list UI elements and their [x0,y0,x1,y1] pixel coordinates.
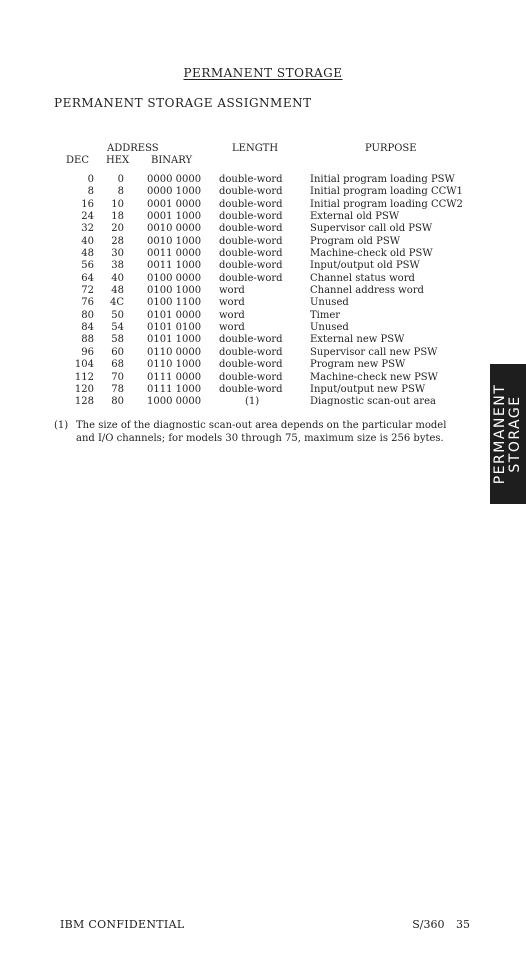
header-dec: DEC [66,155,89,166]
cell-length: double-word [219,260,283,272]
cell-length: word [219,322,245,334]
cell-binary: 0001 1000 [147,211,202,223]
cell-purpose: Diagnostic scan-out area [310,396,436,408]
cell-dec: 0 [87,174,94,185]
cell-purpose: Initial program loading CCW2 [310,198,463,210]
cell-purpose: Initial program loading PSW [310,174,455,185]
tab-label-line1: PERMANENT [492,383,508,485]
cell-binary: 0101 0000 [147,309,202,321]
cell-dec: 112 [74,371,94,383]
footnote [54,420,454,445]
cell-length: word [219,285,245,297]
cell-hex: 68 [111,359,124,371]
cell-length: word [219,309,245,321]
page-title: PERMANENT STORAGE [183,66,343,80]
cell-dec: 40 [81,235,94,247]
cell-hex: 50 [111,309,124,321]
cell-hex: 40 [111,272,124,284]
cell-binary: 0000 0000 [147,174,202,185]
cell-binary: 1000 0000 [147,396,202,408]
cell-hex: 0 [117,174,124,185]
cell-purpose: Machine-check new PSW [310,371,438,383]
cell-binary: 0011 1000 [147,260,202,272]
header-binary: BINARY [151,155,193,166]
cell-hex: 10 [111,198,124,210]
cell-dec: 8 [87,186,94,198]
cell-length: double-word [219,174,283,185]
header-purpose: PURPOSE [365,143,417,154]
cell-binary: 0010 1000 [147,235,202,247]
cell-length: double-word [219,198,283,210]
cell-hex: 4C [109,297,124,309]
footer-confidential: IBM CONFIDENTIAL [60,918,185,931]
column-purpose [310,174,463,409]
footnote-text: The size of the diagnostic scan-out area depends on the particular model and I/O channels; for models 30 through 75, maximum size is 256 bytes. [76,420,447,444]
footer-page-number: S/360 35 [412,918,470,931]
cell-purpose: Input/output new PSW [310,383,426,395]
cell-hex: 28 [111,235,124,247]
section-tab [490,364,526,504]
cell-length: word [219,297,245,309]
cell-hex: 30 [111,248,124,260]
cell-hex: 78 [111,383,124,395]
cell-purpose: Program new PSW [310,359,406,371]
cell-purpose: Supervisor call old PSW [310,223,433,235]
cell-hex: 38 [111,260,124,272]
column-hex [100,174,124,409]
cell-length: double-word [219,272,283,284]
header-address: ADDRESS [107,143,159,154]
cell-dec: 72 [81,285,94,297]
cell-dec: 120 [74,383,94,395]
cell-purpose: Input/output old PSW [310,260,420,272]
cell-hex: 70 [111,371,124,383]
cell-hex: 80 [111,396,124,408]
cell-length: double-word [219,383,283,395]
cell-purpose: Initial program loading CCW1 [310,186,463,198]
cell-binary: 0100 1000 [147,285,202,297]
cell-binary: 0101 0100 [147,322,202,334]
cell-hex: 20 [111,223,124,235]
cell-binary: 0100 0000 [147,272,202,284]
cell-length: double-word [219,186,283,198]
cell-purpose: Channel address word [310,285,424,297]
cell-dec: 24 [81,211,94,223]
cell-binary: 0011 0000 [147,248,202,260]
cell-binary: 0110 1000 [147,359,202,371]
cell-purpose: Channel status word [310,272,415,284]
cell-dec: 48 [81,248,94,260]
footnote-marker: (1) [54,420,69,431]
cell-purpose: External new PSW [310,334,405,346]
cell-length: double-word [219,248,283,260]
cell-hex: 54 [111,322,124,334]
cell-purpose: Machine-check old PSW [310,248,433,260]
cell-dec: 84 [81,322,94,334]
cell-dec: 104 [74,359,94,371]
cell-hex: 18 [111,211,124,223]
cell-binary: 0000 1000 [147,186,202,198]
cell-length: double-word [219,334,283,346]
cell-dec: 64 [81,272,94,284]
section-title: PERMANENT STORAGE ASSIGNMENT [54,96,312,110]
cell-length: double-word [219,211,283,223]
cell-binary: 0111 1000 [147,383,202,395]
cell-hex: 60 [111,346,124,358]
cell-purpose: Timer [310,309,341,321]
cell-dec: 128 [74,396,94,408]
cell-dec: 16 [81,198,94,210]
column-dec [66,174,94,409]
cell-dec: 56 [81,260,94,272]
cell-binary: 0100 1100 [147,297,202,309]
cell-purpose: Unused [310,322,349,334]
cell-binary: 0101 1000 [147,334,202,346]
cell-hex: 58 [111,334,124,346]
column-length [219,174,283,409]
cell-length: double-word [219,235,283,247]
cell-hex: 8 [117,186,124,198]
cell-purpose: Program old PSW [310,235,400,247]
cell-dec: 32 [81,223,94,235]
cell-dec: 80 [81,309,94,321]
cell-binary: 0111 0000 [147,371,202,383]
cell-length: double-word [219,346,283,358]
cell-purpose: Unused [310,297,349,309]
cell-dec: 88 [81,334,94,346]
header-hex: HEX [106,155,130,166]
cell-binary: 0110 0000 [147,346,202,358]
cell-length: double-word [219,371,283,383]
cell-hex: 48 [111,285,124,297]
cell-length: double-word [219,359,283,371]
cell-purpose: External old PSW [310,211,400,223]
cell-length: double-word [219,223,283,235]
tab-label-line2: STORAGE [507,395,523,473]
cell-binary: 0010 0000 [147,223,202,235]
header-length: LENGTH [232,143,279,154]
cell-dec: 76 [81,297,94,309]
cell-length: (1) [245,396,260,408]
cell-dec: 96 [81,346,94,358]
cell-purpose: Supervisor call new PSW [310,346,438,358]
column-binary [147,174,201,409]
cell-binary: 0001 0000 [147,198,202,210]
